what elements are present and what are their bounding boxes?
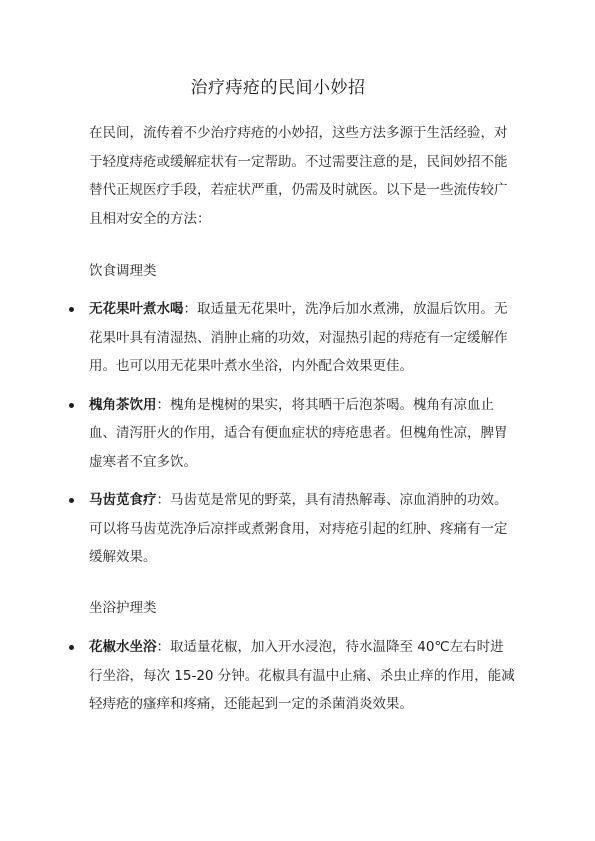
intro-paragraph: 在民间，流传着不少治疗痔疮的小妙招，这些方法多源于生活经验，对于轻度痔疮或缓解症状有一定帮助。不过需要注意的是，民间妙招不能替代正规医疗手段，若症状严重，仍需及时就医。以下是一些流传较广且相对安全的方法： (89, 125, 508, 227)
bullet-icon (69, 307, 74, 312)
list-item (89, 391, 515, 477)
section-heading-sitz-bath: 坐浴护理类 (89, 600, 157, 616)
list-item (89, 486, 515, 572)
diet-remedy-list (89, 295, 515, 582)
bullet-icon (69, 403, 74, 408)
bullet-icon (69, 498, 74, 503)
section-heading-diet: 饮食调理类 (89, 263, 157, 279)
remedy-term: 花椒水坐浴 (89, 639, 157, 655)
list-item (89, 295, 515, 381)
sitz-bath-remedy-list (89, 633, 515, 729)
page-title: 治疗痔疮的民间小妙招 (190, 78, 366, 98)
remedy-description: ：取适量花椒，加入开水浸泡，待水温降至 40℃左右时进行坐浴，每次 15-20 分钟。花椒具有温中止痛、杀虫止痒的作用，能减轻痔疮的瘙痒和疼痛，还能起到一定的杀菌消炎效果。 (89, 639, 515, 712)
list-item (89, 633, 515, 719)
remedy-description: ：槐角是槐树的果实，将其晒干后泡茶喝。槐角有凉血止血、清泻肝火的作用，适合有便血症状的痔疮患者。但槐角性凉，脾胃虚寒者不宜多饮。 (89, 396, 508, 470)
remedy-term: 马齿苋食疗 (89, 492, 157, 508)
bullet-icon (69, 645, 74, 650)
remedy-description: ：取适量无花果叶，洗净后加水煮沸，放温后饮用。无花果叶具有清湿热、消肿止痛的功效，对湿热引起的痔疮有一定缓解作用。也可以用无花果叶煮水坐浴，内外配合效果更佳。 (89, 301, 508, 374)
remedy-term: 槐角茶饮用 (89, 396, 157, 413)
remedy-term: 无花果叶煮水喝 (89, 301, 184, 317)
remedy-description: ：马齿苋是常见的野菜，具有清热解毒、凉血消肿的功效。可以将马齿苋洗净后凉拌或煮粥食用，对痔疮引起的红肿、疼痛有一定缓解效果。 (89, 492, 508, 565)
